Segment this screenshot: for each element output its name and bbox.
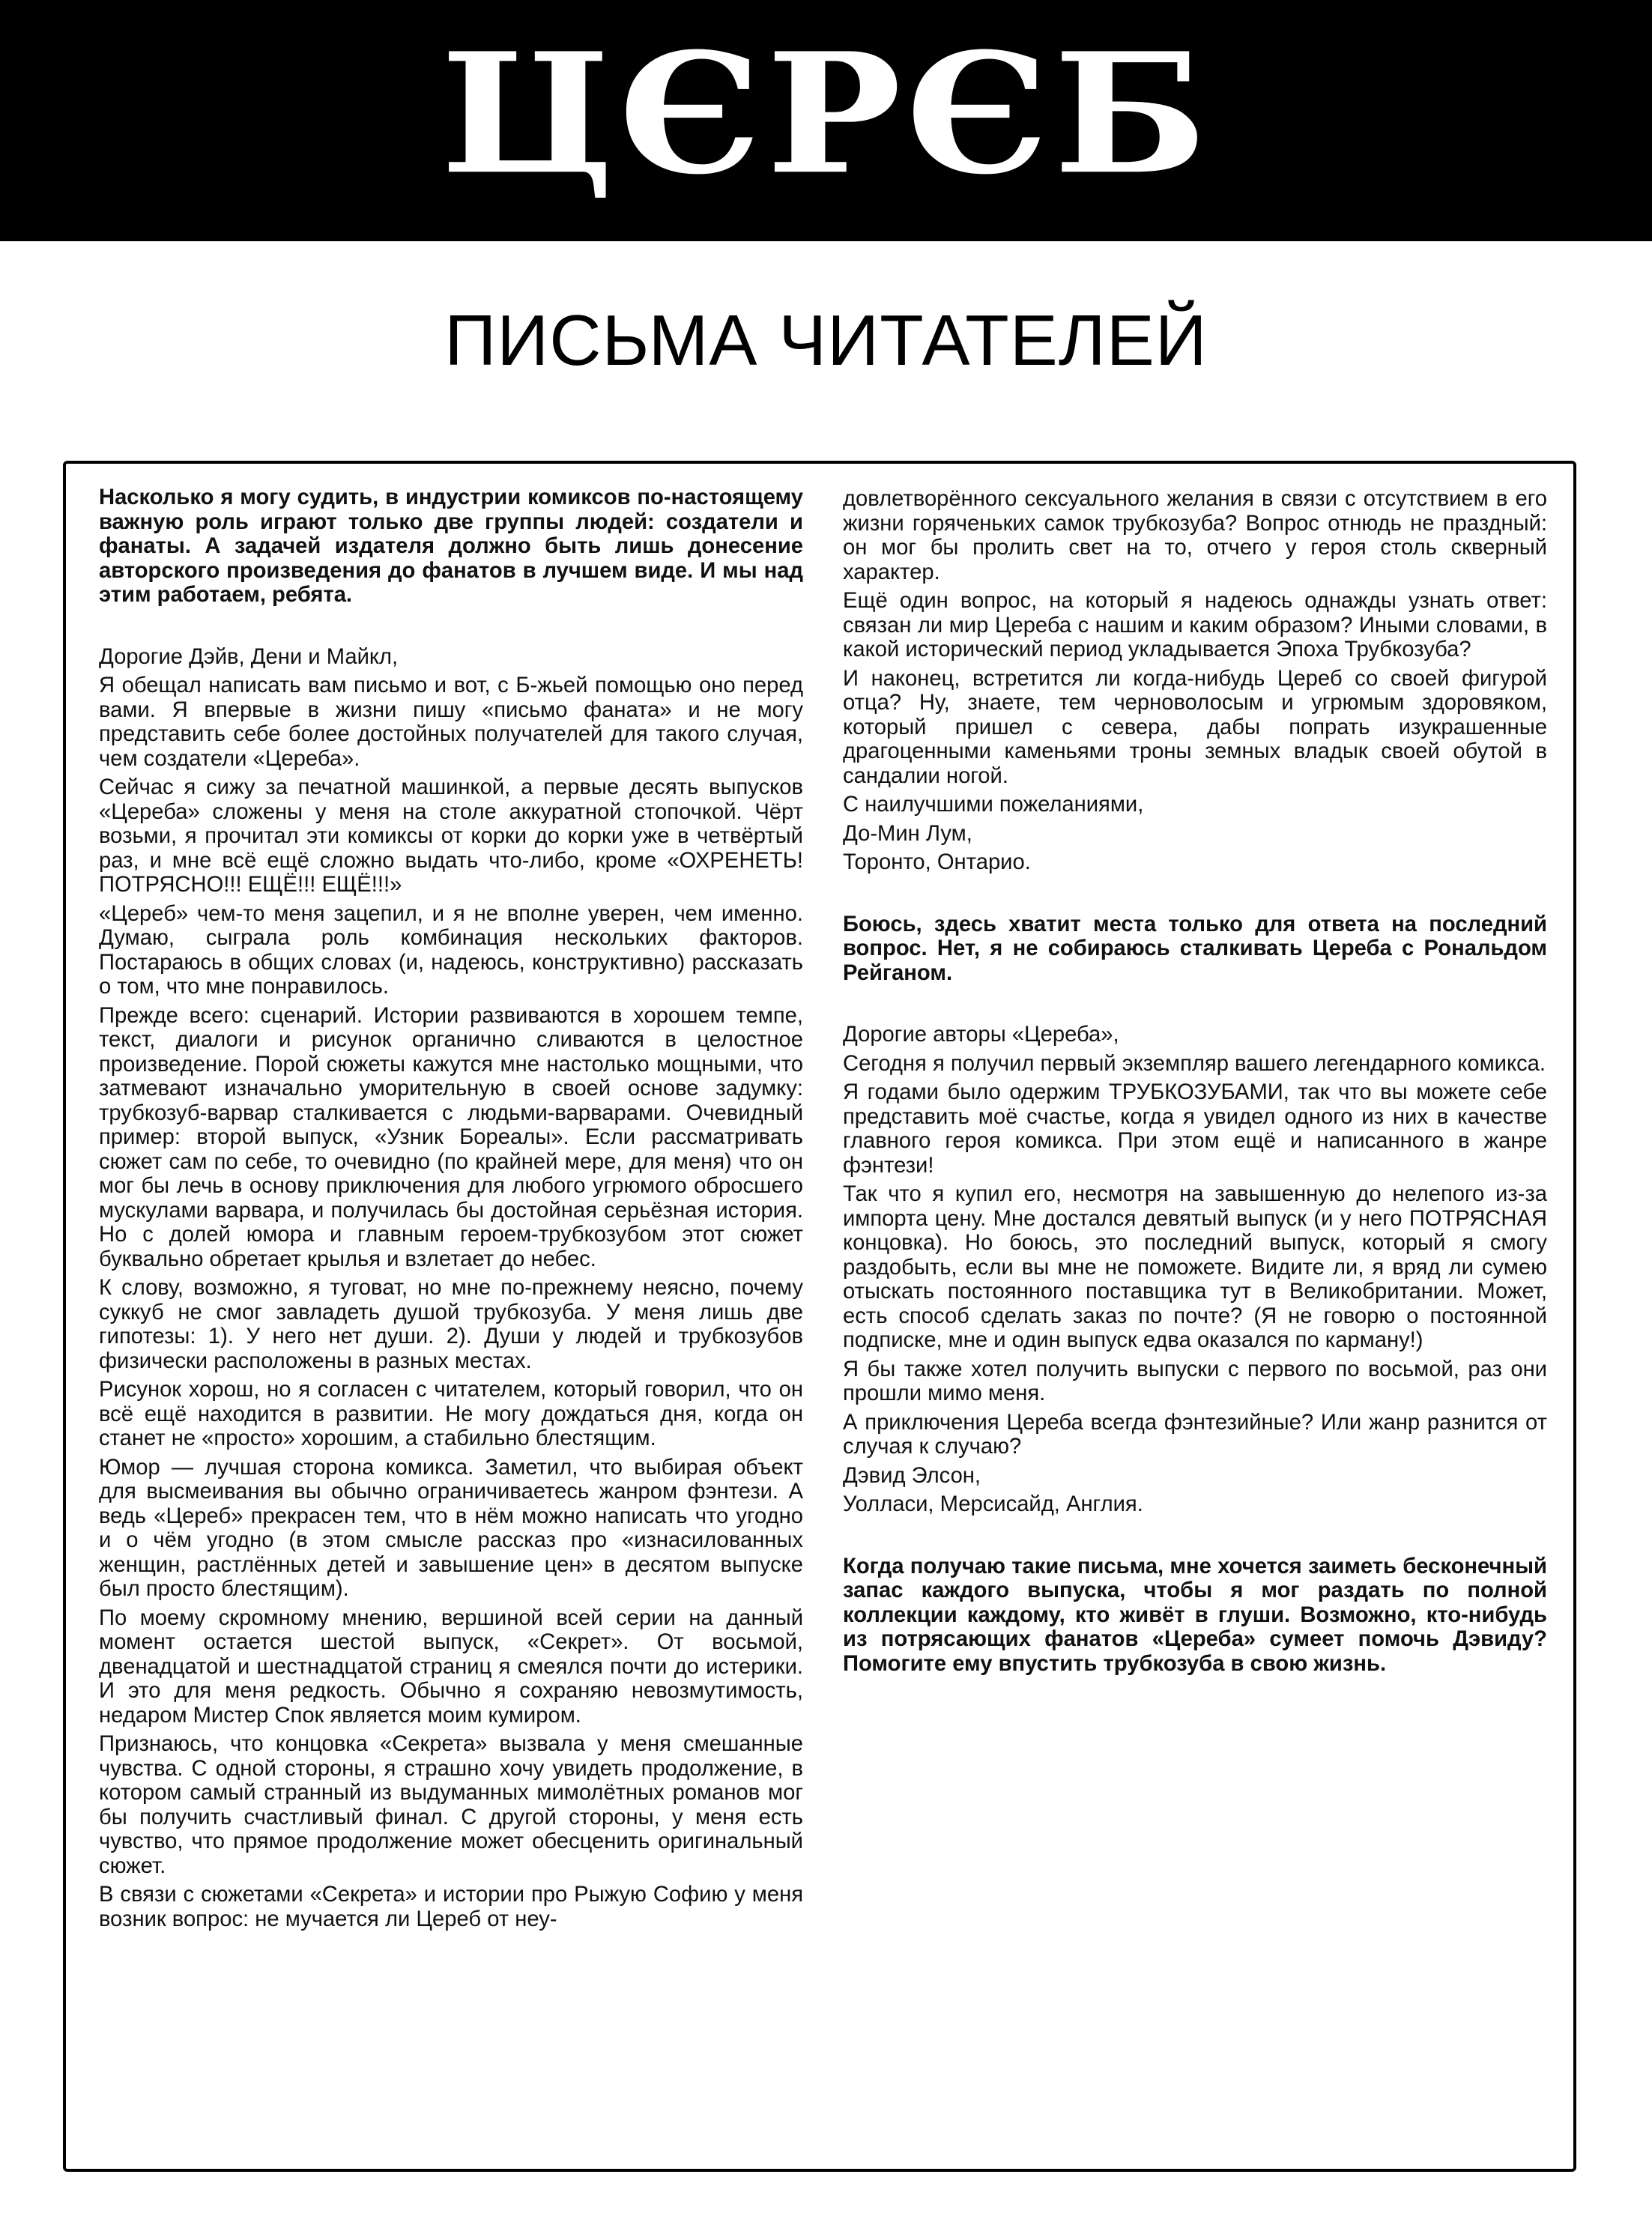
- comic-logo: ЦЄРЄБ: [440, 16, 1212, 211]
- letter-1-greeting: Дорогие Дэйв, Дени и Майкл,: [99, 644, 399, 669]
- letter-1-paragraph: Рисунок хорош, но я согласен с читателем, который говорил, что он всё ещё находится в развитии. Не могу дождаться дня, когда он станет не «просто» хорошим, а стабильно блестящим.: [99, 1378, 803, 1450]
- left-column: [99, 485, 803, 2141]
- letter-1-paragraph: Юмор — лучшая сторона комикса. Заметил, что выбирая объект для высмеивания вы обычно ограничиваетесь жанром фэнтези. А ведь «Цереб» прекрасен тем, что в нём можно написать что угодно и о чём угодно (в этом смысле рассказ про «изнасилованных женщин, растлённых детей и завышение цен» в десятом выпуске был просто блестящим).: [99, 1455, 803, 1601]
- letter-1-paragraph: Признаюсь, что концовка «Секрета» вызвала у меня смешанные чувства. С одной стороны, я страшно хочу увидеть продолжение, в котором самый странный из выдуманных мимолётных романов мог бы получить счастливый финал. С другой стороны, у меня есть чувство, что прямое продолжение может обесценить оригинальный сюжет.: [99, 1732, 803, 1878]
- letter-1-signoff: С наилучшими пожеланиями,: [843, 793, 1144, 817]
- letter-2-paragraph: Так что я купил его, несмотря на завышенную до нелепого из-за импорта цену. Мне достался девятый выпуск (и у него ПОТРЯСНАЯ концовка). Но боюсь, это последний выпуск, который я смогу раздобыть, если вы мне не поможете. Видите ли, я вряд ли сумею отыскать постоянного поставщика тут в Великобритании. Может, есть способ сделать заказ по почте? (Я не говорю о постоянной подписке, мне и один выпуск едва оказался по карману!): [843, 1182, 1547, 1352]
- letter-1-paragraph: Прежде всего: сценарий. Истории развиваются в хорошем темпе, текст, диалоги и рисунок органично сливаются в целостное произведение. Порой сюжеты кажутся мне настолько мощными, что затмевают изначально уморительную в своей основе задумку: трубкозуб-варвар сталкивается с людьми-варварами. Очевидный пример: второй выпуск, «Узник Бореалы». Если рассматривать сюжет сам по себе, то очевидно (по крайней мере, для меня) что он мог бы лечь в основу приключения для любого угрюмого обросшего мускулами варвара, и получилась бы достойная серьёзная история. Но с долей юмора и главным героем-трубкозубом этот сюжет буквально обретает крылья и взлетает до небес.: [99, 1003, 803, 1271]
- letter-1-paragraph: Сейчас я сижу за печатной машинкой, а первые десять выпусков «Цереба» сложены у меня на столе аккуратной стопочкой. Чёрт возьми, я прочитал эти комиксы от корки до корки уже в четвёртый раз, и мне всё ещё сложно выдать что-либо, кроме «ОХРЕНЕТЬ! ПОТРЯСНО!!! ЕЩЁ!!! ЕЩЁ!!!»: [99, 775, 803, 897]
- letter-2-greeting: Дорогие авторы «Цереба»,: [843, 1023, 1119, 1047]
- letter-1-paragraph: Ещё один вопрос, на который я надеюсь однажды узнать ответ: связан ли мир Цереба с нашим и каким образом? Иными словами, в какой исторический период укладывается Эпоха Трубкозуба?: [843, 589, 1547, 662]
- letter-1-paragraph: К слову, возможно, я туговат, но мне по-прежнему неясно, почему суккуб не смог завладеть душой трубкозуба. У меня лишь две гипотезы: 1). У него нет души. 2). Души у людей и трубкозубов физически расположены в разных местах.: [99, 1276, 803, 1373]
- right-column: [843, 487, 1547, 2143]
- letter-1-paragraph: И наконец, встретится ли когда-нибудь Цереб со своей фигурой отца? Ну, знаете, тем черноволосым и угрюмым здоровяком, который пришел с севера, дабы попрать изукрашенные драгоценными каменьями троны земных владык своей обутой в сандалии ногой.: [843, 666, 1547, 788]
- letter-1-paragraph: Я обещал написать вам письмо и вот, с Б-жьей помощью оно перед вами. Я впервые в жизни пишу «письмо фаната» и не могу представить себе более достойных получателей для такого случая, чем создатели «Цереба».: [99, 673, 803, 771]
- letter-1-paragraph: По моему скромному мнению, вершиной всей серии на данный момент остается шестой выпуск, «Секрет». От восьмой, двенадцатой и шестнадцатой страниц я смеялся почти до истерики. И это для меня редкость. Обычно я сохраняю невозмутимость, недаром Мистер Спок является моим кумиром.: [99, 1605, 803, 1728]
- letter-1-signature: До-Мин Лум,: [843, 821, 972, 846]
- letter-2-paragraph: Я годами было одержим ТРУБКОЗУБАМИ, так что вы можете себе представить моё счастье, когда я увидел одного из них в качестве главного героя комикса. При этом ещё и написанного в жанре фэнтези!: [843, 1080, 1547, 1178]
- header-banner: [0, 0, 1652, 241]
- letter-2-signature: Дэвид Элсон,: [843, 1463, 981, 1488]
- letter-2-location: Уолласи, Мерсисайд, Англия.: [843, 1492, 1143, 1516]
- letter-1-paragraph: «Цереб» чем-то меня зацепил, и я не вполне уверен, чем именно. Думаю, сыграла роль комбинация нескольких факторов. Постараюсь в общих словах (и, надеюсь, конструктивно) рассказать о том, что мне понравилось.: [99, 901, 803, 999]
- letter-2-paragraph: Я бы также хотел получить выпуски с первого по восьмой, раз они прошли мимо меня.: [843, 1357, 1547, 1405]
- letter-1-paragraph: довлетворённого сексуального желания в связи с отсутствием в его жизни горяченьких самок трубкозуба? Вопрос отнюдь не праздный: он мог бы пролить свет на то, отчего у героя столь скверный характер.: [843, 487, 1547, 584]
- letter-1-location: Торонто, Онтарио.: [843, 850, 1031, 874]
- letter-2-paragraph: А приключения Цереба всегда фэнтезийные? Или жанр разнится от случая к случаю?: [843, 1410, 1547, 1459]
- editor-intro: Насколько я могу судить, в индустрии комиксов по-настоящему важную роль играют только две группы людей: создатели и фанаты. А задачей издателя должно быть лишь донесение авторского произведения до фанатов в лучшем виде. И мы над этим работаем, ребята.: [99, 485, 803, 607]
- editor-reply-1: Боюсь, здесь хватит места только для ответа на последний вопрос. Нет, я не собираюсь сталкивать Цереба с Рональдом Рейганом.: [843, 912, 1547, 985]
- letter-1-paragraph: В связи с сюжетами «Секрета» и истории про Рыжую Софию у меня возник вопрос: не мучается ли Цереб от неу-: [99, 1883, 803, 1931]
- letter-2-paragraph: Сегодня я получил первый экземпляр вашего легендарного комикса.: [843, 1051, 1546, 1076]
- page-title: ПИСЬМА ЧИТАТЕЛЕЙ: [444, 300, 1208, 381]
- editor-reply-2: Когда получаю такие письма, мне хочется заиметь бесконечный запас каждого выпуска, чтобы я мог раздать по полной коллекции каждому, кто живёт в глуши. Возможно, кто-нибудь из потрясающих фанатов «Цереба» сумеет помочь Дэвиду? Помогите ему впустить трубкозуба в свою жизнь.: [843, 1554, 1547, 1676]
